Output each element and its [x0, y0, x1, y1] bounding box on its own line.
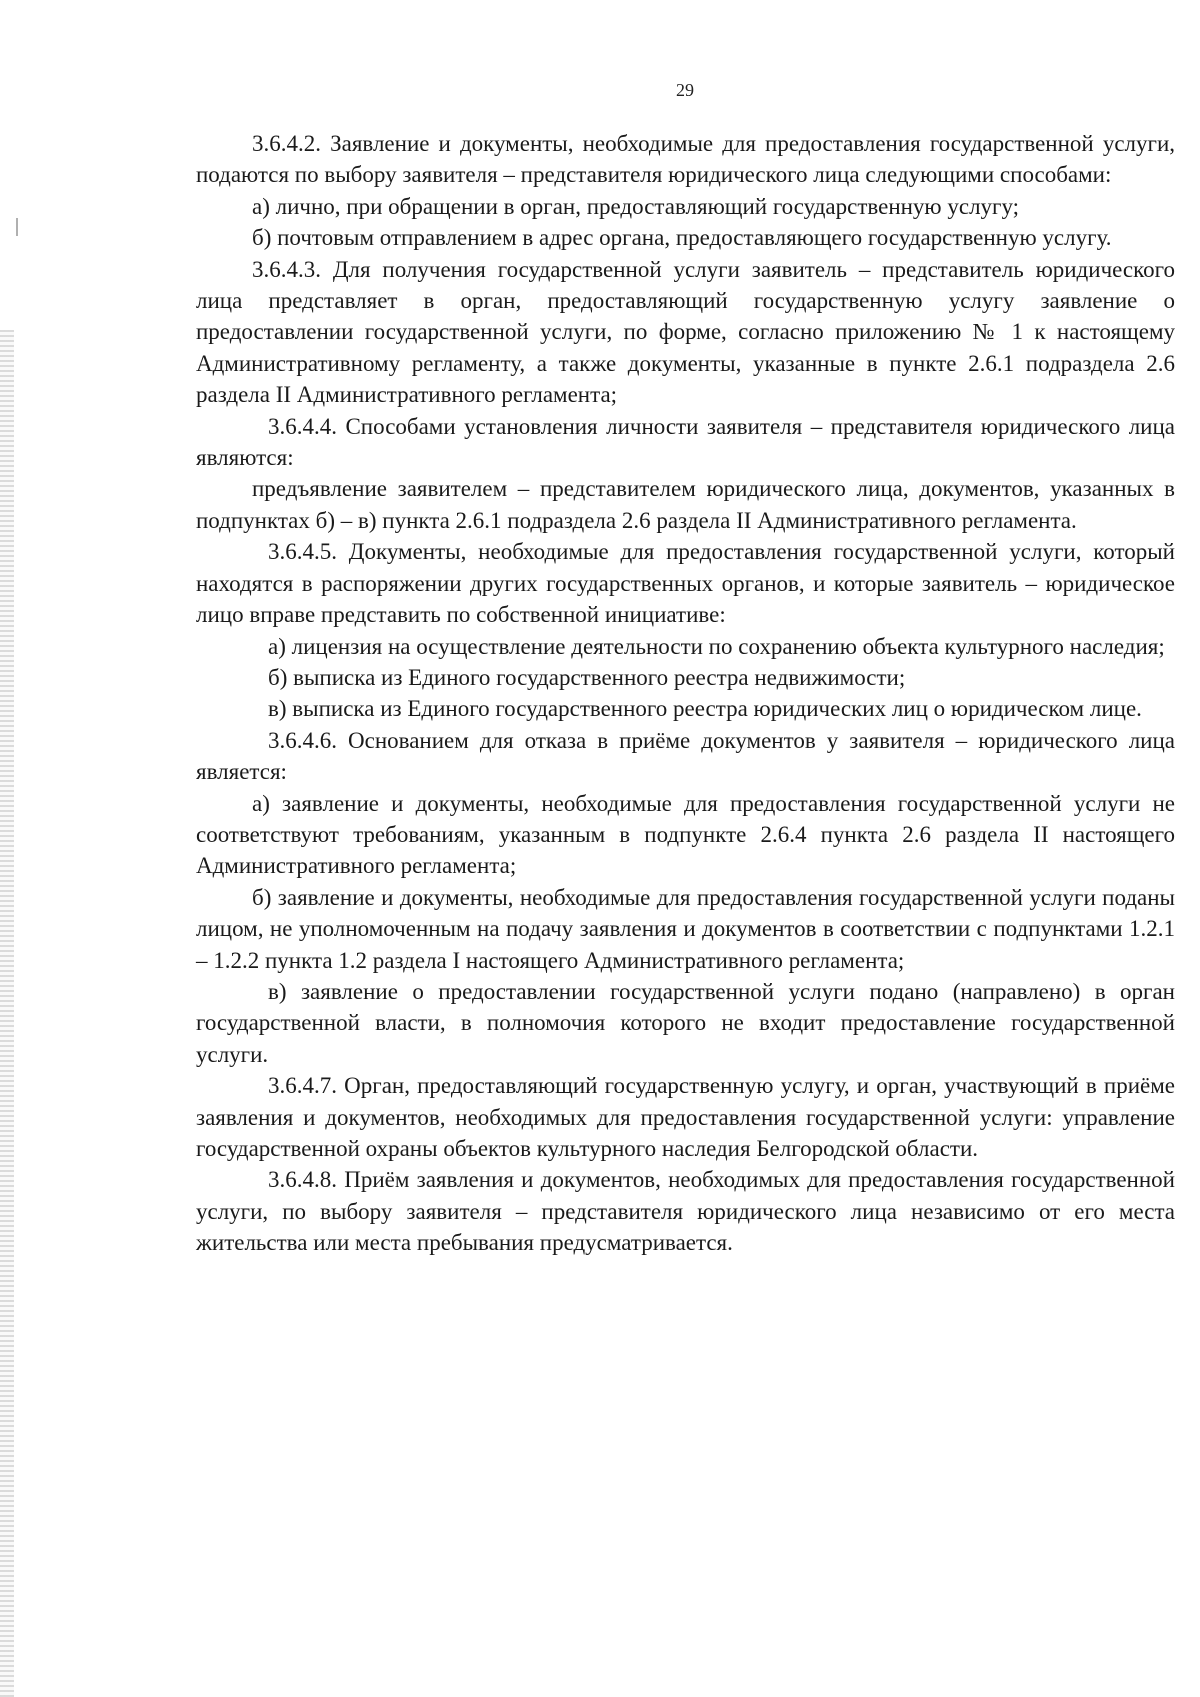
list-item-b-unauthorized-person: б) заявление и документы, необходимые для предоставления государственной услуги поданы лицом, не уполномоченным на подачу заявления и документов в соответствии с подпунктами 1.2.1 – 1.2.2 пункта 1.2 раздела I настоящего Административного регламента;: [196, 884, 1175, 973]
paragraph-3-6-4-5: 3.6.4.5. Документы, необходимые для предоставления государственной услуги, который находятся в распоряжении других государственных органов, и которые заявитель – юридическое лицо вправе представить по собственной инициативе:: [196, 539, 1175, 628]
paragraph-identity-presentation: предъявление заявителем – представителем юридического лица, документов, указанных в подпунктах б) – в) пункта 2.6.1 подраздела 2.6 раздела II Административного регламента.: [196, 476, 1175, 533]
list-item-a-noncompliance: а) заявление и документы, необходимые для предоставления государственной услуги не соответствуют требованиям, указанным в подпункте 2.6.4 пункта 2.6 раздела II настоящего Административного регламента;: [196, 790, 1175, 879]
list-item-a-in-person: а) лично, при обращении в орган, предоставляющий государственную услугу;: [252, 193, 1020, 219]
scan-edge-artifact: [0, 330, 14, 1697]
document-body: [196, 128, 1175, 1259]
paragraph-3-6-4-2: 3.6.4.2. Заявление и документы, необходимые для предоставления государственной услуги, подаются по выбору заявителя – представителя юридического лица следующими способами:: [196, 131, 1175, 188]
list-item-c-legal-entities-extract: в) выписка из Единого государственного реестра юридических лиц о юридическом лице.: [268, 696, 1142, 722]
paragraph-3-6-4-6: 3.6.4.6. Основанием для отказа в приёме документов у заявителя – юридического лица является:: [196, 727, 1175, 785]
page-number: 29: [676, 80, 694, 100]
list-item-a-license: а) лицензия на осуществление деятельности по сохранению объекта культурного наследия;: [268, 633, 1165, 659]
scan-mark: [16, 218, 18, 236]
list-item-c-wrong-authority: в) заявление о предоставлении государственной услуги подано (направлено) в орган государственной власти, в полномочия которого не входит предоставление государственной услуги.: [196, 978, 1175, 1067]
paragraph-3-6-4-7: 3.6.4.7. Орган, предоставляющий государственную услугу, и орган, участвующий в приёме заявления и документов, необходимых для предоставления государственной услуги: управление государственной охраны объектов культурного наследия Белгородской области.: [196, 1073, 1175, 1161]
paragraph-3-6-4-3: 3.6.4.3. Для получения государственной услуги заявитель – представитель юридического лица представляет в орган, предоставляющий государственную услугу заявление о предоставлении государственной услуги, по форме, согласно приложению № 1 к настоящему Административному регламенту, а также документы, указанные в пункте 2.6.1 подраздела 2.6 раздела II Административного регламента;: [196, 256, 1175, 408]
list-item-b-by-mail: б) почтовым отправлением в адрес органа, предоставляющего государственную услугу.: [252, 225, 1112, 251]
list-item-b-real-estate-extract: б) выписка из Единого государственного реестра недвижимости;: [268, 664, 906, 690]
paragraph-3-6-4-4: 3.6.4.4. Способами установления личности заявителя – представителя юридического лица являются:: [196, 413, 1175, 471]
paragraph-3-6-4-8: 3.6.4.8. Приём заявления и документов, необходимых для предоставления государственной услуги, по выбору заявителя – представителя юридического лица независимо от его места жительства или места пребывания предусматривается.: [196, 1167, 1175, 1256]
